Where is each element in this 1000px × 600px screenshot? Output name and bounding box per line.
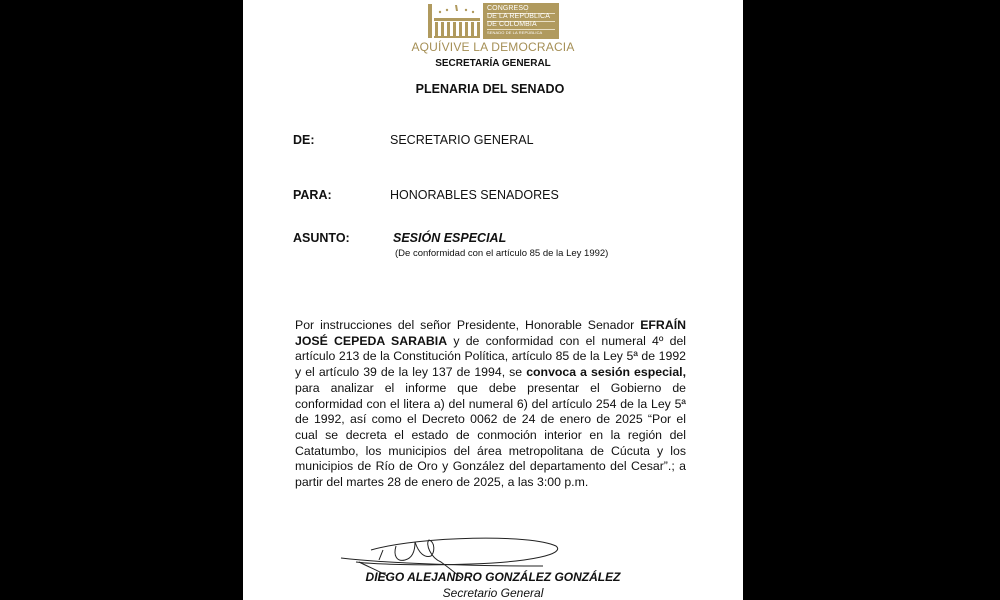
convocation-text: convoca a sesión especial,	[526, 365, 686, 380]
senator-name: EFRAÍN JOSÉ CEPEDA SARABIA	[295, 318, 686, 348]
logo-line-2: DE LA REPÚBLICA	[487, 13, 550, 20]
congress-logo-text	[483, 3, 559, 39]
logo-line-4: SENADO DE LA REPÚBLICA	[487, 30, 543, 35]
to-value: HONORABLES SENADORES	[390, 188, 559, 202]
body-text-2: y de conformidad con el numeral 4º del artículo 213 de la Constitución Política, artículo 85 de la Ley 5ª de 1992 y el artículo 39 de la ley 137 de 1994, se	[295, 333, 687, 380]
body-text-3: para analizar el informe que debe presentar el Gobierno de conformidad con el litera a) del numeral 6) del artículo 254 de la Ley 5ª de 1992, así como el Decreto 0062 de 24 de enero de 2025 “Por el cual se decreta el estado de conmoción interior en la región del Catatumbo, los municipios del área metropolitana de Cúcuta y los municipios de Río de Oro y González del departamento del Cesar”.; a partir del martes 28 de enero de 2025, a las 3:00 p.m.	[295, 380, 686, 490]
signatory-role: Secretario General	[442, 586, 544, 600]
signatory-name: DIEGO ALEJANDRO GONZÁLEZ GONZÁLEZ	[365, 570, 621, 584]
congress-logo	[426, 2, 560, 40]
subject-value: SESIÓN ESPECIAL	[393, 231, 507, 245]
from-label: DE:	[293, 133, 315, 147]
subject-label: ASUNTO:	[293, 231, 350, 245]
from-value: SECRETARIO GENERAL	[390, 133, 534, 147]
subject-note: (De conformidad con el artículo 85 de la Ley 1992)	[395, 248, 609, 259]
body-text-1: Por instrucciones del señor Presidente, Honorable Senador	[295, 318, 641, 332]
document-title: PLENARIA DEL SENADO	[415, 82, 565, 96]
body-paragraph	[295, 318, 686, 491]
capitol-building-icon	[426, 2, 482, 40]
document-page	[243, 0, 743, 600]
slogan: AQUÍVIVE LA DEMOCRACIA	[411, 40, 575, 54]
logo-line-1: CONGRESO	[487, 5, 529, 12]
department-name: SECRETARÍA GENERAL	[435, 58, 551, 69]
logo-line-3: DE COLOMBIA	[487, 21, 537, 28]
to-label: PARA:	[293, 188, 332, 202]
